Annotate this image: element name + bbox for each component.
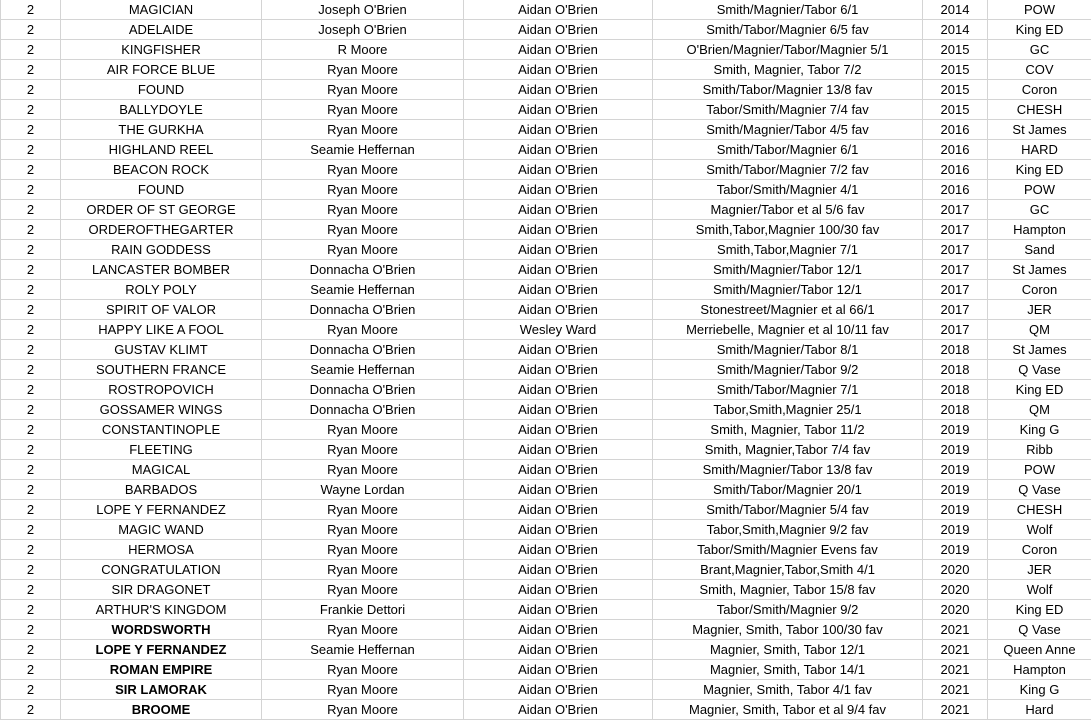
cell-year[interactable]: 2017 (923, 260, 988, 280)
cell-jockey[interactable]: Seamie Heffernan (262, 640, 464, 660)
cell-year[interactable]: 2015 (923, 100, 988, 120)
cell-year[interactable]: 2019 (923, 500, 988, 520)
cell-year[interactable]: 2016 (923, 160, 988, 180)
cell-race[interactable]: QM (988, 320, 1091, 340)
cell-horse[interactable]: THE GURKHA (61, 120, 262, 140)
cell-count[interactable]: 2 (1, 200, 61, 220)
cell-owners-odds[interactable]: Tabor,Smith,Magnier 25/1 (653, 400, 923, 420)
cell-count[interactable]: 2 (1, 520, 61, 540)
cell-owners-odds[interactable]: Smith/Magnier/Tabor 12/1 (653, 280, 923, 300)
cell-count[interactable]: 2 (1, 120, 61, 140)
cell-owners-odds[interactable]: Tabor/Smith/Magnier 7/4 fav (653, 100, 923, 120)
cell-race[interactable]: St James (988, 260, 1091, 280)
cell-race[interactable]: King ED (988, 380, 1091, 400)
cell-count[interactable]: 2 (1, 340, 61, 360)
table-row (1, 160, 1091, 180)
table-row (1, 20, 1091, 40)
cell-trainer[interactable]: Aidan O'Brien (464, 560, 653, 580)
cell-horse[interactable]: HERMOSA (61, 540, 262, 560)
table-row (1, 40, 1091, 60)
table-row (1, 140, 1091, 160)
cell-count[interactable]: 2 (1, 220, 61, 240)
cell-race[interactable]: Hard (988, 700, 1091, 720)
cell-owners-odds[interactable]: Magnier, Smith, Tabor 12/1 (653, 640, 923, 660)
table-row (1, 180, 1091, 200)
cell-race[interactable]: POW (988, 0, 1091, 20)
cell-year[interactable]: 2021 (923, 640, 988, 660)
table-row (1, 300, 1091, 320)
cell-jockey[interactable]: Seamie Heffernan (262, 360, 464, 380)
cell-owners-odds[interactable]: Magnier, Smith, Tabor 14/1 (653, 660, 923, 680)
cell-horse[interactable]: FOUND (61, 80, 262, 100)
cell-year[interactable]: 2021 (923, 680, 988, 700)
cell-jockey[interactable]: Ryan Moore (262, 180, 464, 200)
cell-count[interactable]: 2 (1, 140, 61, 160)
cell-race[interactable]: Q Vase (988, 360, 1091, 380)
table-row (1, 340, 1091, 360)
table-row (1, 540, 1091, 560)
cell-jockey[interactable]: Ryan Moore (262, 440, 464, 460)
cell-jockey[interactable]: Joseph O'Brien (262, 20, 464, 40)
cell-jockey[interactable]: R Moore (262, 40, 464, 60)
cell-year[interactable]: 2017 (923, 320, 988, 340)
cell-horse[interactable]: SIR LAMORAK (61, 680, 262, 700)
cell-year[interactable]: 2015 (923, 80, 988, 100)
cell-horse[interactable]: SOUTHERN FRANCE (61, 360, 262, 380)
table-row (1, 560, 1091, 580)
table-row (1, 200, 1091, 220)
cell-year[interactable]: 2019 (923, 520, 988, 540)
cell-trainer[interactable]: Aidan O'Brien (464, 220, 653, 240)
cell-trainer[interactable]: Aidan O'Brien (464, 140, 653, 160)
cell-race[interactable]: King ED (988, 20, 1091, 40)
cell-race[interactable]: King G (988, 680, 1091, 700)
cell-year[interactable]: 2014 (923, 20, 988, 40)
cell-horse[interactable]: LOPE Y FERNANDEZ (61, 500, 262, 520)
cell-count[interactable]: 2 (1, 40, 61, 60)
cell-owners-odds[interactable]: Merriebelle, Magnier et al 10/11 fav (653, 320, 923, 340)
cell-horse[interactable]: CONSTANTINOPLE (61, 420, 262, 440)
cell-count[interactable]: 2 (1, 560, 61, 580)
cell-jockey[interactable]: Ryan Moore (262, 160, 464, 180)
cell-jockey[interactable]: Ryan Moore (262, 120, 464, 140)
cell-jockey[interactable]: Ryan Moore (262, 320, 464, 340)
cell-count[interactable]: 2 (1, 380, 61, 400)
cell-race[interactable]: St James (988, 340, 1091, 360)
cell-jockey[interactable]: Joseph O'Brien (262, 0, 464, 20)
cell-year[interactable]: 2018 (923, 360, 988, 380)
cell-owners-odds[interactable]: Smith/Magnier/Tabor 9/2 (653, 360, 923, 380)
cell-trainer[interactable]: Aidan O'Brien (464, 100, 653, 120)
cell-year[interactable]: 2017 (923, 240, 988, 260)
cell-jockey[interactable]: Ryan Moore (262, 420, 464, 440)
cell-race[interactable]: GC (988, 200, 1091, 220)
table-row (1, 520, 1091, 540)
cell-jockey[interactable]: Ryan Moore (262, 100, 464, 120)
cell-year[interactable]: 2014 (923, 0, 988, 20)
cell-jockey[interactable]: Ryan Moore (262, 220, 464, 240)
cell-year[interactable]: 2017 (923, 200, 988, 220)
cell-jockey[interactable]: Ryan Moore (262, 60, 464, 80)
cell-horse[interactable]: WORDSWORTH (61, 620, 262, 640)
cell-trainer[interactable]: Aidan O'Brien (464, 80, 653, 100)
cell-race[interactable]: COV (988, 60, 1091, 80)
cell-horse[interactable]: ARTHUR'S KINGDOM (61, 600, 262, 620)
cell-owners-odds[interactable]: Smith/Tabor/Magnier 6/1 (653, 140, 923, 160)
table-row (1, 460, 1091, 480)
cell-trainer[interactable]: Aidan O'Brien (464, 200, 653, 220)
cell-trainer[interactable]: Aidan O'Brien (464, 260, 653, 280)
cell-jockey[interactable]: Ryan Moore (262, 80, 464, 100)
cell-year[interactable]: 2019 (923, 460, 988, 480)
table-row (1, 420, 1091, 440)
cell-count[interactable]: 2 (1, 180, 61, 200)
cell-count[interactable]: 2 (1, 260, 61, 280)
cell-horse[interactable]: ORDEROFTHEGARTER (61, 220, 262, 240)
cell-race[interactable]: Q Vase (988, 620, 1091, 640)
cell-race[interactable]: Hampton (988, 660, 1091, 680)
cell-horse[interactable]: ROSTROPOVICH (61, 380, 262, 400)
cell-trainer[interactable]: Aidan O'Brien (464, 460, 653, 480)
sheet-body (1, 0, 1091, 720)
cell-owners-odds[interactable]: Smith, Magnier,Tabor 7/4 fav (653, 440, 923, 460)
cell-horse[interactable]: ADELAIDE (61, 20, 262, 40)
cell-year[interactable]: 2017 (923, 300, 988, 320)
cell-year[interactable]: 2019 (923, 480, 988, 500)
cell-year[interactable]: 2017 (923, 220, 988, 240)
cell-jockey[interactable]: Ryan Moore (262, 500, 464, 520)
cell-jockey[interactable]: Ryan Moore (262, 660, 464, 680)
cell-trainer[interactable]: Aidan O'Brien (464, 420, 653, 440)
cell-race[interactable]: JER (988, 560, 1091, 580)
cell-year[interactable]: 2019 (923, 420, 988, 440)
cell-trainer[interactable]: Aidan O'Brien (464, 180, 653, 200)
cell-horse[interactable]: ORDER OF ST GEORGE (61, 200, 262, 220)
cell-race[interactable]: Coron (988, 80, 1091, 100)
table-row (1, 660, 1091, 680)
cell-owners-odds[interactable]: Stonestreet/Magnier et al 66/1 (653, 300, 923, 320)
cell-race[interactable]: QM (988, 400, 1091, 420)
cell-race[interactable]: Coron (988, 540, 1091, 560)
cell-trainer[interactable]: Wesley Ward (464, 320, 653, 340)
cell-count[interactable]: 2 (1, 0, 61, 20)
cell-count[interactable]: 2 (1, 420, 61, 440)
cell-horse[interactable]: LOPE Y FERNANDEZ (61, 640, 262, 660)
cell-owners-odds[interactable]: Tabor/Smith/Magnier Evens fav (653, 540, 923, 560)
cell-owners-odds[interactable]: Smith/Magnier/Tabor 8/1 (653, 340, 923, 360)
cell-jockey[interactable]: Donnacha O'Brien (262, 400, 464, 420)
cell-trainer[interactable]: Aidan O'Brien (464, 160, 653, 180)
cell-owners-odds[interactable]: Smith, Magnier, Tabor 11/2 (653, 420, 923, 440)
cell-year[interactable]: 2018 (923, 400, 988, 420)
cell-horse[interactable]: GOSSAMER WINGS (61, 400, 262, 420)
table-row (1, 380, 1091, 400)
cell-horse[interactable]: KINGFISHER (61, 40, 262, 60)
cell-race[interactable]: Wolf (988, 580, 1091, 600)
cell-horse[interactable]: SPIRIT OF VALOR (61, 300, 262, 320)
cell-trainer[interactable]: Aidan O'Brien (464, 520, 653, 540)
cell-race[interactable]: Sand (988, 240, 1091, 260)
cell-count[interactable]: 2 (1, 640, 61, 660)
cell-count[interactable]: 2 (1, 160, 61, 180)
table-row (1, 400, 1091, 420)
cell-owners-odds[interactable]: Magnier/Tabor et al 5/6 fav (653, 200, 923, 220)
cell-trainer[interactable]: Aidan O'Brien (464, 360, 653, 380)
cell-owners-odds[interactable]: Magnier, Smith, Tabor 4/1 fav (653, 680, 923, 700)
cell-jockey[interactable]: Ryan Moore (262, 620, 464, 640)
cell-year[interactable]: 2021 (923, 620, 988, 640)
cell-trainer[interactable]: Aidan O'Brien (464, 440, 653, 460)
cell-trainer[interactable]: Aidan O'Brien (464, 620, 653, 640)
cell-year[interactable]: 2018 (923, 340, 988, 360)
cell-trainer[interactable]: Aidan O'Brien (464, 300, 653, 320)
table-row (1, 220, 1091, 240)
cell-count[interactable]: 2 (1, 620, 61, 640)
table-row (1, 0, 1091, 20)
cell-count[interactable]: 2 (1, 100, 61, 120)
cell-owners-odds[interactable]: Smith/Tabor/Magnier 20/1 (653, 480, 923, 500)
cell-race[interactable]: King G (988, 420, 1091, 440)
cell-race[interactable]: POW (988, 460, 1091, 480)
cell-owners-odds[interactable]: Tabor/Smith/Magnier 4/1 (653, 180, 923, 200)
cell-horse[interactable]: AIR FORCE BLUE (61, 60, 262, 80)
cell-jockey[interactable]: Donnacha O'Brien (262, 260, 464, 280)
cell-jockey[interactable]: Ryan Moore (262, 240, 464, 260)
cell-horse[interactable]: GUSTAV KLIMT (61, 340, 262, 360)
cell-horse[interactable]: BALLYDOYLE (61, 100, 262, 120)
cell-owners-odds[interactable]: Magnier, Smith, Tabor 100/30 fav (653, 620, 923, 640)
cell-count[interactable]: 2 (1, 500, 61, 520)
cell-owners-odds[interactable]: Magnier, Smith, Tabor et al 9/4 fav (653, 700, 923, 720)
cell-trainer[interactable]: Aidan O'Brien (464, 500, 653, 520)
table-row (1, 600, 1091, 620)
cell-race[interactable]: JER (988, 300, 1091, 320)
cell-count[interactable]: 2 (1, 440, 61, 460)
table-row (1, 700, 1091, 720)
cell-trainer[interactable]: Aidan O'Brien (464, 0, 653, 20)
cell-owners-odds[interactable]: Smith/Tabor/Magnier 5/4 fav (653, 500, 923, 520)
cell-jockey[interactable]: Ryan Moore (262, 200, 464, 220)
table-row (1, 280, 1091, 300)
cell-count[interactable]: 2 (1, 680, 61, 700)
cell-year[interactable]: 2020 (923, 560, 988, 580)
cell-horse[interactable]: MAGIC WAND (61, 520, 262, 540)
table-row (1, 260, 1091, 280)
table-row (1, 320, 1091, 340)
cell-owners-odds[interactable]: Tabor/Smith/Magnier 9/2 (653, 600, 923, 620)
cell-jockey[interactable]: Frankie Dettori (262, 600, 464, 620)
cell-trainer[interactable]: Aidan O'Brien (464, 680, 653, 700)
cell-year[interactable]: 2020 (923, 580, 988, 600)
cell-jockey[interactable]: Wayne Lordan (262, 480, 464, 500)
cell-horse[interactable]: ROLY POLY (61, 280, 262, 300)
cell-race[interactable]: CHESH (988, 100, 1091, 120)
table-row (1, 440, 1091, 460)
cell-year[interactable]: 2019 (923, 440, 988, 460)
cell-count[interactable]: 2 (1, 320, 61, 340)
cell-trainer[interactable]: Aidan O'Brien (464, 20, 653, 40)
cell-count[interactable]: 2 (1, 60, 61, 80)
cell-owners-odds[interactable]: Smith/Magnier/Tabor 6/1 (653, 0, 923, 20)
cell-year[interactable]: 2016 (923, 180, 988, 200)
cell-owners-odds[interactable]: Smith/Magnier/Tabor 13/8 fav (653, 460, 923, 480)
cell-trainer[interactable]: Aidan O'Brien (464, 60, 653, 80)
cell-horse[interactable]: RAIN GODDESS (61, 240, 262, 260)
cell-jockey[interactable]: Ryan Moore (262, 580, 464, 600)
cell-race[interactable]: Hampton (988, 220, 1091, 240)
cell-count[interactable]: 2 (1, 20, 61, 40)
cell-count[interactable]: 2 (1, 580, 61, 600)
cell-race[interactable]: Coron (988, 280, 1091, 300)
cell-count[interactable]: 2 (1, 660, 61, 680)
cell-owners-odds[interactable]: Smith/Magnier/Tabor 4/5 fav (653, 120, 923, 140)
cell-horse[interactable]: HIGHLAND REEL (61, 140, 262, 160)
cell-year[interactable]: 2018 (923, 380, 988, 400)
cell-owners-odds[interactable]: Tabor,Smith,Magnier 9/2 fav (653, 520, 923, 540)
cell-count[interactable]: 2 (1, 700, 61, 720)
cell-horse[interactable]: CONGRATULATION (61, 560, 262, 580)
cell-horse[interactable]: BEACON ROCK (61, 160, 262, 180)
cell-count[interactable]: 2 (1, 80, 61, 100)
cell-horse[interactable]: MAGICIAN (61, 0, 262, 20)
cell-race[interactable]: King ED (988, 160, 1091, 180)
table-row (1, 680, 1091, 700)
cell-horse[interactable]: SIR DRAGONET (61, 580, 262, 600)
cell-jockey[interactable]: Ryan Moore (262, 680, 464, 700)
cell-trainer[interactable]: Aidan O'Brien (464, 600, 653, 620)
cell-trainer[interactable]: Aidan O'Brien (464, 580, 653, 600)
cell-horse[interactable]: MAGICAL (61, 460, 262, 480)
cell-trainer[interactable]: Aidan O'Brien (464, 380, 653, 400)
cell-jockey[interactable]: Seamie Heffernan (262, 140, 464, 160)
cell-year[interactable]: 2021 (923, 700, 988, 720)
cell-count[interactable]: 2 (1, 460, 61, 480)
cell-jockey[interactable]: Ryan Moore (262, 700, 464, 720)
table-row (1, 240, 1091, 260)
cell-jockey[interactable]: Donnacha O'Brien (262, 380, 464, 400)
cell-trainer[interactable]: Aidan O'Brien (464, 480, 653, 500)
cell-owners-odds[interactable]: Smith,Tabor,Magnier 7/1 (653, 240, 923, 260)
cell-year[interactable]: 2021 (923, 660, 988, 680)
cell-owners-odds[interactable]: Smith, Magnier, Tabor 15/8 fav (653, 580, 923, 600)
cell-jockey[interactable]: Ryan Moore (262, 560, 464, 580)
table-row (1, 120, 1091, 140)
cell-count[interactable]: 2 (1, 240, 61, 260)
cell-count[interactable]: 2 (1, 480, 61, 500)
cell-trainer[interactable]: Aidan O'Brien (464, 640, 653, 660)
cell-jockey[interactable]: Ryan Moore (262, 520, 464, 540)
cell-count[interactable]: 2 (1, 360, 61, 380)
cell-jockey[interactable]: Seamie Heffernan (262, 280, 464, 300)
cell-race[interactable]: GC (988, 40, 1091, 60)
table-row (1, 60, 1091, 80)
cell-owners-odds[interactable]: Smith/Tabor/Magnier 6/5 fav (653, 20, 923, 40)
cell-year[interactable]: 2015 (923, 60, 988, 80)
cell-race[interactable]: King ED (988, 600, 1091, 620)
cell-owners-odds[interactable]: Smith/Magnier/Tabor 12/1 (653, 260, 923, 280)
cell-year[interactable]: 2020 (923, 600, 988, 620)
cell-horse[interactable]: HAPPY LIKE A FOOL (61, 320, 262, 340)
cell-race[interactable]: CHESH (988, 500, 1091, 520)
cell-trainer[interactable]: Aidan O'Brien (464, 660, 653, 680)
cell-trainer[interactable]: Aidan O'Brien (464, 700, 653, 720)
cell-count[interactable]: 2 (1, 600, 61, 620)
cell-owners-odds[interactable]: Smith/Tabor/Magnier 7/1 (653, 380, 923, 400)
cell-jockey[interactable]: Ryan Moore (262, 460, 464, 480)
cell-year[interactable]: 2016 (923, 140, 988, 160)
cell-count[interactable]: 2 (1, 300, 61, 320)
cell-race[interactable]: POW (988, 180, 1091, 200)
cell-owners-odds[interactable]: Smith/Tabor/Magnier 7/2 fav (653, 160, 923, 180)
cell-trainer[interactable]: Aidan O'Brien (464, 540, 653, 560)
cell-horse[interactable]: BROOME (61, 700, 262, 720)
cell-trainer[interactable]: Aidan O'Brien (464, 120, 653, 140)
cell-horse[interactable]: FOUND (61, 180, 262, 200)
cell-race[interactable]: Q Vase (988, 480, 1091, 500)
cell-owners-odds[interactable]: O'Brien/Magnier/Tabor/Magnier 5/1 (653, 40, 923, 60)
cell-year[interactable]: 2016 (923, 120, 988, 140)
table-row (1, 100, 1091, 120)
cell-year[interactable]: 2017 (923, 280, 988, 300)
cell-trainer[interactable]: Aidan O'Brien (464, 40, 653, 60)
table-row (1, 620, 1091, 640)
cell-race[interactable]: Ribb (988, 440, 1091, 460)
cell-jockey[interactable]: Ryan Moore (262, 540, 464, 560)
cell-jockey[interactable]: Donnacha O'Brien (262, 340, 464, 360)
cell-race[interactable]: Wolf (988, 520, 1091, 540)
cell-count[interactable]: 2 (1, 280, 61, 300)
cell-race[interactable]: Queen Anne (988, 640, 1091, 660)
cell-horse[interactable]: ROMAN EMPIRE (61, 660, 262, 680)
cell-jockey[interactable]: Donnacha O'Brien (262, 300, 464, 320)
table-row (1, 640, 1091, 660)
cell-owners-odds[interactable]: Smith,Tabor,Magnier 100/30 fav (653, 220, 923, 240)
cell-race[interactable]: St James (988, 120, 1091, 140)
cell-count[interactable]: 2 (1, 400, 61, 420)
cell-trainer[interactable]: Aidan O'Brien (464, 280, 653, 300)
cell-horse[interactable]: LANCASTER BOMBER (61, 260, 262, 280)
cell-year[interactable]: 2019 (923, 540, 988, 560)
cell-horse[interactable]: FLEETING (61, 440, 262, 460)
table-row (1, 580, 1091, 600)
cell-horse[interactable]: BARBADOS (61, 480, 262, 500)
cell-race[interactable]: HARD (988, 140, 1091, 160)
cell-owners-odds[interactable]: Brant,Magnier,Tabor,Smith 4/1 (653, 560, 923, 580)
table-row (1, 360, 1091, 380)
cell-owners-odds[interactable]: Smith, Magnier, Tabor 7/2 (653, 60, 923, 80)
cell-trainer[interactable]: Aidan O'Brien (464, 400, 653, 420)
cell-count[interactable]: 2 (1, 540, 61, 560)
cell-year[interactable]: 2015 (923, 40, 988, 60)
table-row (1, 500, 1091, 520)
table-row (1, 80, 1091, 100)
cell-trainer[interactable]: Aidan O'Brien (464, 340, 653, 360)
cell-trainer[interactable]: Aidan O'Brien (464, 240, 653, 260)
cell-owners-odds[interactable]: Smith/Tabor/Magnier 13/8 fav (653, 80, 923, 100)
table-row (1, 480, 1091, 500)
